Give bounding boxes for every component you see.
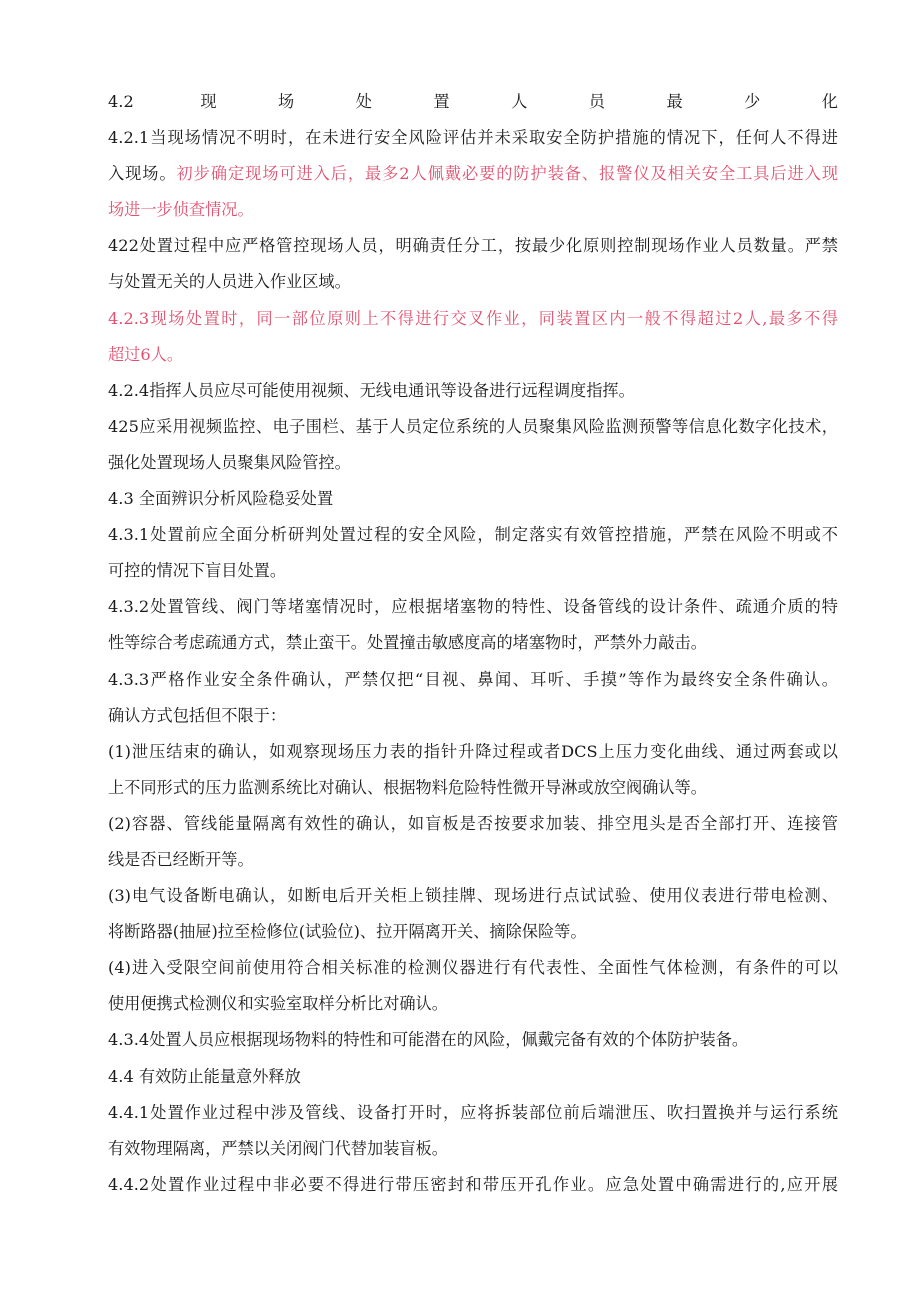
line-1: 4.2 现场处置人员最少化 xyxy=(108,92,838,111)
line-14: 可控的情况下盲目处置。 xyxy=(108,561,287,581)
line-6: 与处置无关的人员进入作业区域。 xyxy=(108,272,351,292)
line-25: (4)进入受限空间前使用符合相关标准的检测仪器进行有代表性、全面性气体检测，有条件的可以 xyxy=(108,958,838,978)
line-24: 将断路器(抽屉)拉至检修位(试验位)、拉开隔离开关、摘除保险等。 xyxy=(108,922,587,942)
line-27: 4.3.4处置人员应根据现场物料的特性和可能潜在的风险，佩戴完备有效的个体防护装备。 xyxy=(108,1030,749,1050)
line-21: (2)容器、管线能量隔离有效性的确认，如盲板是否按要求加装、排空甩头是否全部打开、连接管 xyxy=(108,813,838,833)
line-17: 4.3.3严格作业安全条件确认，严禁仅把“目视、鼻闻、耳听、手摸”等作为最终安全条件确认。 xyxy=(108,669,838,689)
line-29: 4.4.1处置作业过程中涉及管线、设备打开时，应将拆装部位前后端泄压、吹扫置换并与运行系统 xyxy=(108,1102,838,1122)
line-4: 场进一步侦查情况。 xyxy=(108,200,254,220)
section-heading-4-4: 4.4 有效防止能量意外释放 xyxy=(108,1066,301,1086)
line-11: 强化处置现场人员聚集风险管控。 xyxy=(108,452,351,472)
line-19: (1)泄压结束的确认，如观察现场压力表的指针升降过程或者DCS上压力变化曲线、通过两套或以 xyxy=(108,741,838,761)
line-9: 4.2.4指挥人员应尽可能使用视频、无线电通讯等设备进行远程调度指挥。 xyxy=(108,380,635,400)
line-15: 4.3.2处置管线、阀门等堵塞情况时，应根据堵塞物的特性、设备管线的设计条件、疏通介质的特 xyxy=(108,597,838,617)
line-31: 4.4.2处置作业过程中非必要不得进行带压密封和带压开孔作业。应急处置中确需进行的,应开展 xyxy=(108,1174,838,1194)
line-7: 4.2.3现场处置时，同一部位原则上不得进行交叉作业，同装置区内一般不得超过2人,最多不得 xyxy=(108,308,838,328)
line-13: 4.3.1处置前应全面分析研判处置过程的安全风险，制定落实有效管控措施，严禁在风险不明或不 xyxy=(108,525,838,545)
document-body xyxy=(108,84,838,1203)
line-16: 性等综合考虑疏通方式，禁止蛮干。处置撞击敏感度高的堵塞物时，严禁外力敲击。 xyxy=(108,633,707,653)
line-22: 线是否已经断开等。 xyxy=(108,849,254,869)
line-30: 有效物理隔离，严禁以关闭阀门代替加装盲板。 xyxy=(108,1138,448,1158)
section-heading-4-3: 4.3 全面辨识分析风险稳妥处置 xyxy=(108,489,334,509)
line-5: 422处置过程中应严格管控现场人员，明确责任分工，按最少化原则控制现场作业人员数量。严禁 xyxy=(108,236,838,256)
line-23: (3)电气设备断电确认，如断电后开关柜上锁挂牌、现场进行点试试验、使用仪表进行带电检测、 xyxy=(108,886,838,906)
line-18: 确认方式包括但不限于： xyxy=(108,705,287,725)
line-2: 4.2.1当现场情况不明时，在未进行安全风险评估并未采取安全防护措施的情况下，任何人不得进 xyxy=(108,128,838,148)
line-20: 上不同形式的压力监测系统比对确认、根据物料危险特性微开导淋或放空阀确认等。 xyxy=(108,777,707,797)
line-8: 超过6人。 xyxy=(108,344,184,364)
line-10: 425应采用视频监控、电子围栏、基于人员定位系统的人员聚集风险监测预警等信息化数字化技术， xyxy=(108,416,838,436)
line-26: 使用便携式检测仪和实验室取样分析比对确认。 xyxy=(108,994,448,1014)
line-3: 入现场。初步确定现场可进入后，最多2人佩戴必要的防护装备、报警仪及相关安全工具后进入现 xyxy=(108,164,839,184)
